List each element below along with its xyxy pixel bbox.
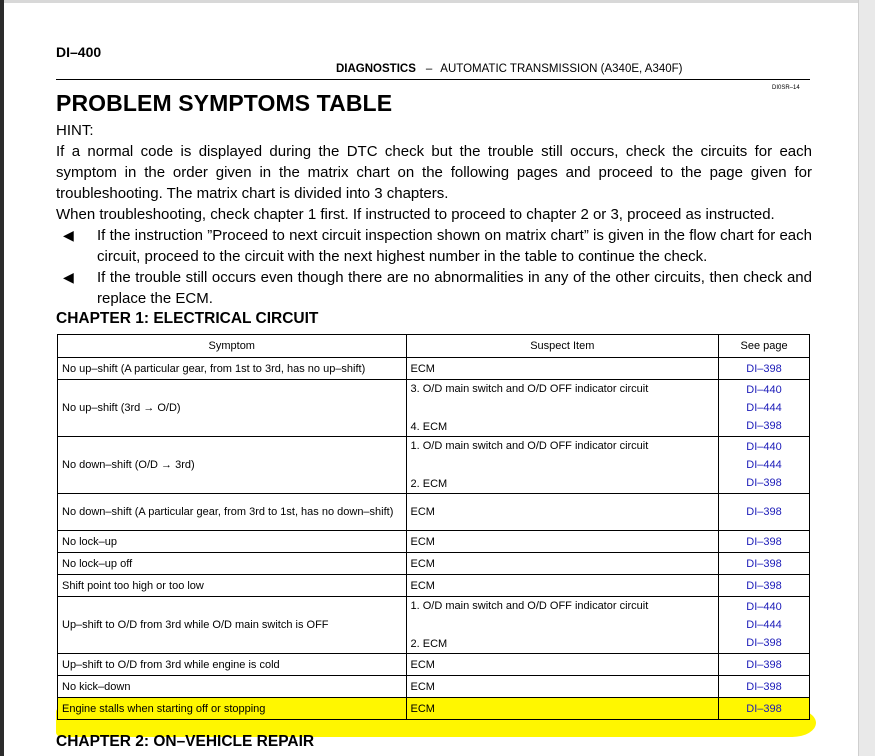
page-number: DI–400 — [56, 44, 102, 60]
page-link[interactable]: DI–398 — [719, 698, 810, 720]
page-link[interactable]: DI–398 — [719, 358, 810, 380]
suspect-cell: ECM — [406, 358, 719, 380]
table-row — [58, 597, 810, 654]
page-cell — [719, 437, 810, 494]
table-row — [58, 654, 810, 676]
suspect-cell: ECM — [406, 575, 719, 597]
suspect-item: 2. ECM — [410, 638, 448, 650]
symptom-cell: Shift point too high or too low — [58, 575, 407, 597]
table-row — [58, 380, 810, 437]
page-link[interactable]: DI–398 — [719, 654, 810, 676]
table-row — [58, 676, 810, 698]
page-link[interactable]: DI–398 — [719, 575, 810, 597]
bullet-arrow-icon: ◀ — [63, 227, 74, 243]
header-section: DIAGNOSTICS — [336, 63, 416, 75]
page-link[interactable]: DI–398 — [719, 494, 810, 531]
page-link[interactable]: DI–444 — [746, 619, 782, 631]
symptom-cell: No down–shift (O/D → 3rd) — [58, 437, 407, 494]
table-row — [58, 575, 810, 597]
paragraph-instructions: When troubleshooting, check chapter 1 first. If instructed to proceed to chapter 2 or 3, proceed as instructed. — [56, 206, 775, 223]
bullet-text-2: If the trouble still occurs even though there are no abnormalities in any of the other circuits, then check and replace the ECM. — [97, 269, 812, 307]
problem-symptoms-table — [57, 334, 810, 720]
bullet-arrow-icon: ◀ — [63, 269, 74, 285]
symptom-cell: No lock–up off — [58, 553, 407, 575]
page-cell — [719, 597, 810, 654]
page-link[interactable]: DI–440 — [746, 441, 782, 453]
header-subject: AUTOMATIC TRANSMISSION (A340E, A340F) — [440, 63, 683, 75]
page-link[interactable]: DI–398 — [746, 420, 782, 432]
page-title: PROBLEM SYMPTOMS TABLE — [56, 90, 393, 116]
vertical-scrollbar[interactable] — [858, 0, 875, 756]
symptom-cell: Up–shift to O/D from 3rd while O/D main switch is OFF — [58, 597, 407, 654]
document-id: DI0SR–14 — [772, 85, 800, 91]
page-cell — [719, 380, 810, 437]
table-row — [58, 358, 810, 380]
suspect-cell: ECM — [406, 531, 719, 553]
symptom-cell: Up–shift to O/D from 3rd while engine is cold — [58, 654, 407, 676]
page-link[interactable]: DI–440 — [746, 601, 782, 613]
hint-label: HINT: — [56, 122, 94, 139]
page-link[interactable]: DI–398 — [719, 676, 810, 698]
running-header — [336, 63, 682, 75]
suspect-cell: ECM — [406, 698, 719, 720]
symptom-cell: No kick–down — [58, 676, 407, 698]
chapter-1-heading: CHAPTER 1: ELECTRICAL CIRCUIT — [56, 310, 319, 327]
paragraph-intro: If a normal code is displayed during the DTC check but the trouble still occurs, check the circuits for each symptom in the order given in the matrix chart on the following pages and proceed to the page given for troubleshooting. The matrix chart is divided into 3 chapters. — [56, 143, 812, 202]
page-link[interactable]: DI–440 — [746, 384, 782, 396]
chapter-2-heading: CHAPTER 2: ON–VEHICLE REPAIR — [56, 733, 315, 750]
suspect-item: 1. O/D main switch and O/D OFF indicator circuit — [410, 600, 649, 612]
suspect-cell: ECM — [406, 676, 719, 698]
suspect-item: 2. ECM — [410, 478, 448, 490]
table-row — [58, 553, 810, 575]
suspect-cell: ECM — [406, 553, 719, 575]
suspect-cell — [406, 437, 719, 494]
highlighted-table-row — [58, 698, 810, 720]
page-link[interactable]: DI–398 — [719, 531, 810, 553]
header-dash: – — [425, 63, 433, 75]
table-row — [58, 531, 810, 553]
symptom-cell: Engine stalls when starting off or stopping — [58, 698, 407, 720]
page-link[interactable]: DI–398 — [746, 477, 782, 489]
bullet-text-1: If the instruction ”Proceed to next circuit inspection shown on matrix chart” is given in the flow chart for each circuit, proceed to the circuit with the next highest number in the table to continue the check. — [97, 227, 812, 265]
header-suspect-item: Suspect Item — [406, 335, 719, 358]
table-row — [58, 494, 810, 531]
page-link[interactable]: DI–398 — [746, 637, 782, 649]
page-link[interactable]: DI–444 — [746, 402, 782, 414]
symptom-cell: No lock–up — [58, 531, 407, 553]
suspect-cell — [406, 380, 719, 437]
table-header-row — [58, 335, 810, 358]
page-link[interactable]: DI–398 — [719, 553, 810, 575]
symptom-cell: No up–shift (A particular gear, from 1st to 3rd, has no up–shift) — [58, 358, 407, 380]
suspect-cell: ECM — [406, 654, 719, 676]
suspect-cell: ECM — [406, 494, 719, 531]
symptom-cell: No up–shift (3rd → O/D) — [58, 380, 407, 437]
suspect-item: 1. O/D main switch and O/D OFF indicator circuit — [410, 440, 649, 452]
suspect-cell — [406, 597, 719, 654]
page-link[interactable]: DI–444 — [746, 459, 782, 471]
suspect-item: 3. O/D main switch and O/D OFF indicator circuit — [410, 383, 649, 395]
header-see-page: See page — [719, 335, 810, 358]
header-rule — [56, 79, 810, 80]
symptom-cell: No down–shift (A particular gear, from 3rd to 1st, has no down–shift) — [58, 494, 407, 531]
table-row — [58, 437, 810, 494]
header-symptom: Symptom — [58, 335, 407, 358]
suspect-item: 4. ECM — [410, 421, 448, 433]
